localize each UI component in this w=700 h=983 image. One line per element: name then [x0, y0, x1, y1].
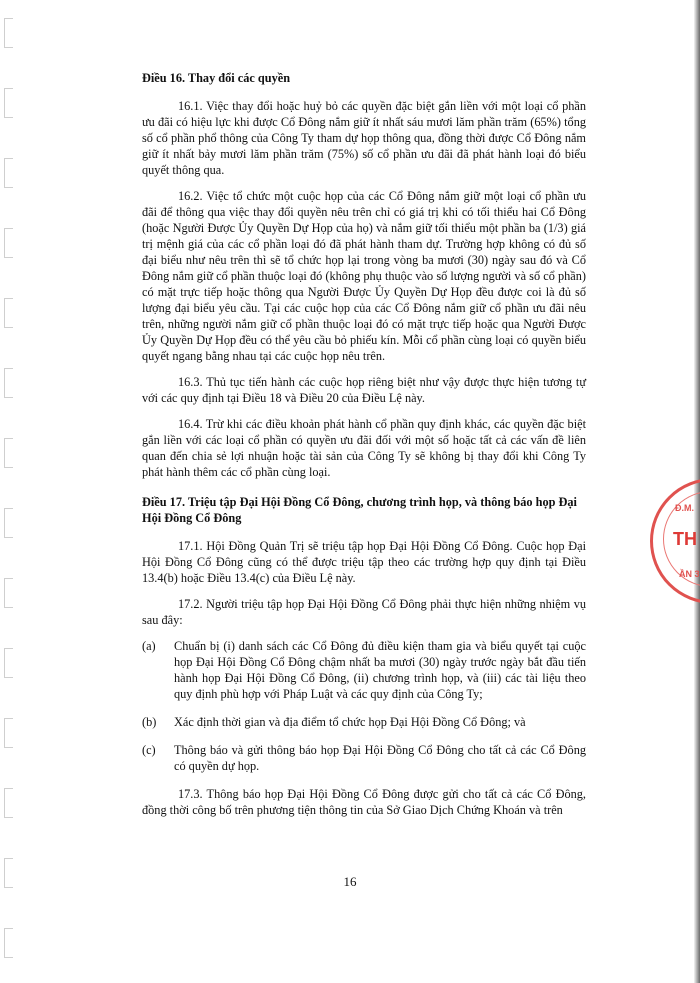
list-item-b: (b) Xác định thời gian và địa điểm tổ chức họp Đại Hội Đồng Cổ Đông; và [142, 715, 526, 729]
list-item-a: (a) Chuẩn bị (i) danh sách các Cổ Đông đủ điều kiện tham gia và biểu quyết tại cuộc họp Đại Hội Đồng Cổ Đông chậm nhất ba mươi (30) ngày trước ngày bắt đầu tiến hành họp Đại Hội Đồng Cổ Đông, (ii) chương trình họp, và (iii) các tài liệu theo quy định phù hợp với Pháp Luật và các quy định của Công Ty; [142, 639, 586, 701]
paragraph-16-1: 16.1. Việc thay đổi hoặc huỷ bỏ các quyền đặc biệt gắn liền với một loại cổ phần ưu đãi có hiệu lực khi được Cổ Đông nắm giữ ít nhất sáu mươi lăm phần trăm (65%) tổng số cổ phần phổ thông của Công Ty tham dự họp thông qua, đồng thời được Cổ Đông nắm giữ ít nhất bảy mươi lăm phần trăm (75%) số cổ phần ưu đãi đã phát hành loại đó biểu quyết thông qua. [142, 99, 586, 177]
document-body [142, 60, 586, 828]
paragraph-16-2: 16.2. Việc tổ chức một cuộc họp của các Cổ Đông nắm giữ một loại cổ phần ưu đãi để thông qua việc thay đổi quyền nêu trên chỉ có giá trị khi có tối thiểu hai Cổ Đông (hoặc Người Được Ủy Quyền Dự Họp của họ) và nắm giữ tối thiểu một phần ba (1/3) giá trị mệnh giá của các cổ phần loại đó đã phát hành tham dự. Trường hợp không có đủ số đại biểu như nêu trên thì sẽ tổ chức họp lại trong vòng ba mươi (30) ngày sau đó và Cổ Đông nắm giữ cổ phần thuộc loại đó (không phụ thuộc vào số lượng người và số cổ phần) có mặt trực tiếp hoặc thông qua Người Được Ủy Quyền Dự Họp đều được coi là đủ số lượng đại biểu yêu cầu. Tại các cuộc họp của các Cổ Đông nắm giữ cổ phần ưu đãi nêu trên, những người nắm giữ cổ phần thuộc loại đó có mặt trực tiếp hoặc qua Người Được Ủy Quyền Dự Họp đều có thể yêu cầu bỏ phiếu kín. Mỗi cổ phần cùng loại có quyền biểu quyết ngang bằng nhau tại các cuộc họp nêu trên. [142, 189, 586, 363]
list-item-c: (c) Thông báo và gửi thông báo họp Đại Hội Đồng Cổ Đông cho tất cả các Cổ Đông có quyền dự họp. [142, 743, 586, 773]
paragraph-17-1: 17.1. Hội Đồng Quản Trị sẽ triệu tập họp Đại Hội Đồng Cổ Đông. Cuộc họp Đại Hội Đồng Cổ Đông cũng có thể được triệu tập theo các trường hợp quy định tại Điều 13.4(b) hoặc Điều 13.4(c) của Điều Lệ này. [142, 539, 586, 585]
binder-holes [4, 0, 14, 983]
paragraph-17-3: 17.3. Thông báo họp Đại Hội Đồng Cổ Đông được gửi cho tất cả các Cổ Đông, đồng thời công bố trên phương tiện thông tin của Sở Giao Dịch Chứng Khoán và trên [142, 787, 586, 817]
paragraph-16-3: 16.3. Thủ tục tiến hành các cuộc họp riêng biệt như vậy được thực hiện tương tự với các quy định tại Điều 18 và Điều 20 của Điều Lệ này. [142, 375, 586, 405]
page-number: 16 [343, 874, 357, 889]
article-17-heading: Điều 17. Triệu tập Đại Hội Đồng Cổ Đông, chương trình họp, và thông báo họp Đại Hội Đồng Cổ Đông [142, 495, 577, 525]
paragraph-16-4: 16.4. Trừ khi các điều khoản phát hành cổ phần quy định khác, các quyền đặc biệt gắn liền với các loại cổ phần có quyền ưu đãi đối với một số hoặc tất cả các vấn đề liên quan đến chia sẻ lợi nhuận hoặc tài sản của Công Ty sẽ không bị thay đổi khi Công Ty phát hành thêm các cổ phần cùng loại. [142, 417, 586, 479]
company-seal-stamp: Đ.M. TH ẦN 3 [650, 478, 700, 604]
article-16-heading: Điều 16. Thay đổi các quyền [142, 71, 291, 85]
paragraph-17-2: 17.2. Người triệu tập họp Đại Hội Đồng Cổ Đông phải thực hiện những nhiệm vụ sau đây: [142, 597, 586, 627]
